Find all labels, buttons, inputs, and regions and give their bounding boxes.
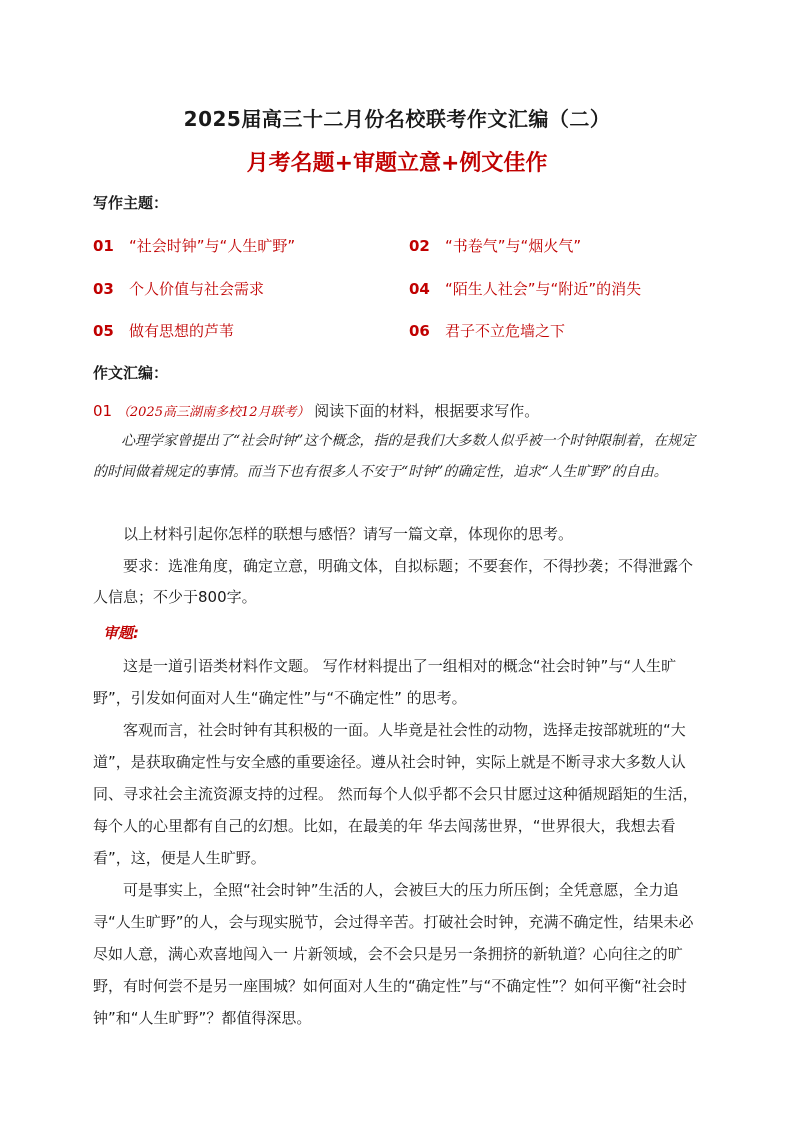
theme-text: “陌生人社会”与“附近”的消失: [445, 280, 642, 298]
essay-prompt: 以上材料引起你怎样的联想与感悟？请写一篇文章，体现你的思考。: [123, 525, 574, 543]
theme-item: [93, 235, 295, 256]
document-title: 2025届高三十二月份名校联考作文汇编（二）: [183, 107, 611, 131]
essay-number: 01: [93, 402, 113, 420]
theme-number: 06: [409, 322, 430, 340]
theme-number: 02: [409, 237, 430, 255]
themes-heading: 写作主题：: [93, 194, 169, 212]
theme-text: “书卷气”与“烟火气”: [445, 237, 582, 255]
theme-item: [93, 320, 234, 341]
essay-intro: [93, 396, 701, 428]
essay-source: （2025高三湖南多校12月联考）: [116, 405, 310, 420]
analysis-paragraph: 这是一道引语类材料作文题。 写作材料提出了一组相对的概念“社会时钟”与“人生旷野”，引发如何面对人生“确定性”与“不确定性” 的思考。: [93, 657, 677, 707]
theme-text: 个人价值与社会需求: [129, 280, 265, 298]
theme-item: [93, 278, 264, 299]
document-subtitle: 月考名题+审题立意+例文佳作: [246, 151, 548, 176]
theme-text: “社会时钟”与“人生旷野”: [129, 237, 296, 255]
theme-text: 做有思想的芦苇: [129, 322, 235, 340]
compilation-heading: 作文汇编：: [93, 364, 169, 382]
theme-number: 05: [93, 322, 114, 340]
theme-number: 01: [93, 237, 114, 255]
analysis-paragraph: 客观而言，社会时钟有其积极的一面。人毕竟是社会性的动物，选择走按部就班的“大道”，是获取确定性与安全感的重要途径。遵从社会时钟，实际上就是不断寻求大多数人认同、寻求社会主流资源支持的过程。 然而每个人似乎都不会只甘愿过这种循规蹈矩的生活，每个人的心里都有自己的幻想。比如，在最美的年 华去闯荡世界，“世界很大，我想去看看”，这，便是人生旷野。: [93, 721, 698, 867]
essay-requirements: 要求：选准角度，确定立意，明确文体，自拟标题；不要套作，不得抄袭；不得泄露个人信息；不少于800字。: [93, 557, 694, 606]
essay-material: 心理学家曾提出了“社会时钟”这个概念，指的是我们大多数人似乎被一个时钟限制着，在规定的时间做着规定的事情。而当下也有很多人不安于“时钟”的确定性，追求“人生旷野”的自由。: [93, 433, 696, 480]
theme-number: 03: [93, 280, 114, 298]
theme-item: [409, 320, 565, 341]
theme-number: 04: [409, 280, 430, 298]
theme-item: [409, 278, 641, 299]
essay-instruction: 阅读下面的材料，根据要求写作。: [314, 402, 540, 420]
review-label: 审题:: [103, 624, 139, 642]
analysis-paragraph: 可是事实上，全照“社会时钟”生活的人，会被巨大的压力所压倒；全凭意愿，全力追寻“人生旷野”的人，会与现实脱节，会过得辛苦。打破社会时钟，充满不确定性，结果未必尽如人意，满心欢喜地闯入一 片新领域，会不会只是另一条拥挤的新轨道？心向往之的旷野，有时何尝不是另一座围城？如何面对人生的“确定性”与“不确定性”？如何平衡“社会时钟”和“人生旷野”？都值得深思。: [93, 881, 694, 1027]
theme-item: [409, 235, 581, 256]
theme-text: 君子不立危墙之下: [445, 322, 566, 340]
